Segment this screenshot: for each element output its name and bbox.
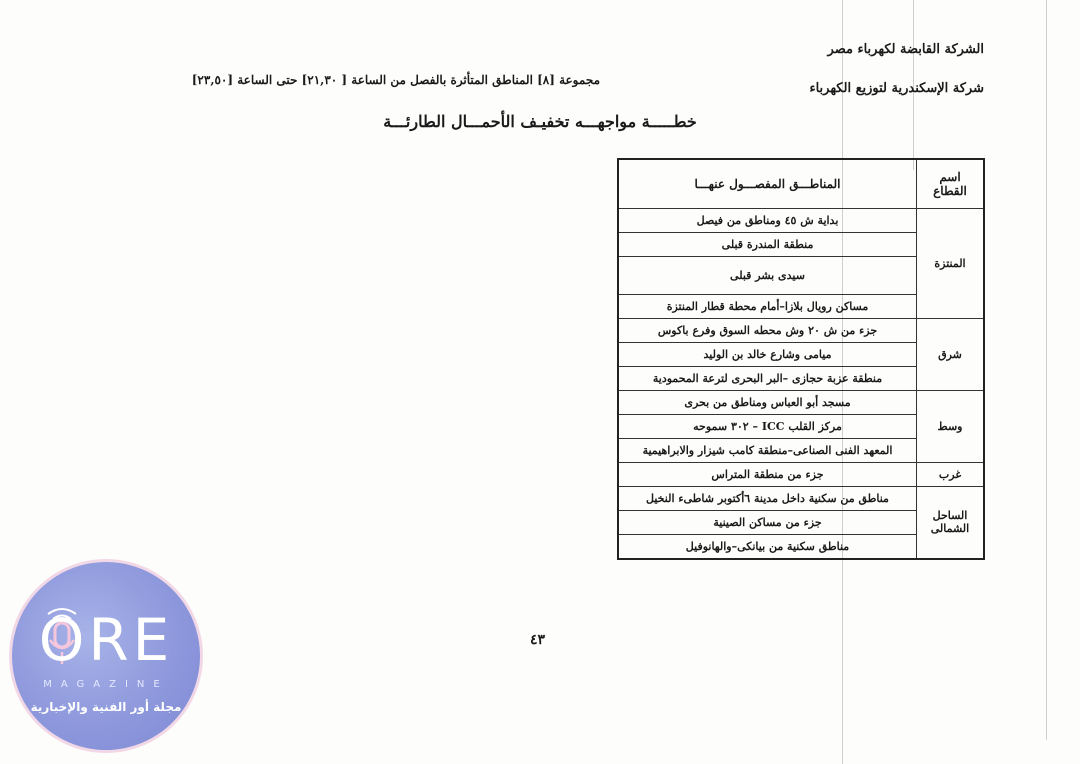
area-cell: جزء من مساكن الصينية [618, 511, 917, 535]
plan-title: خطـــــة مواجهـــه تخفيـف الأحمـــال الطارئـــة [383, 112, 697, 131]
area-cell: مساكن رويال بلازا–أمام محطة قطار المنتزة [618, 295, 917, 319]
table-row [618, 487, 984, 511]
column-header-areas: المناطـــق المفصـــول عنهـــا [618, 159, 917, 209]
table-row [618, 391, 984, 415]
area-cell: مسجد أبو العباس ومناطق من بحرى [618, 391, 917, 415]
page-number: ٤٣ [530, 632, 546, 648]
sector-cell: المنتزة [917, 209, 985, 319]
logo-arabic-name: مجلة أور الفنية والإخبارية [30, 700, 182, 714]
org-name-company: شركة الإسكندرية لتوزيع الكهرباء [809, 81, 984, 96]
area-cell: منطقة المندرة قبلى [618, 233, 917, 257]
org-name-holding: الشركة القابضة لكهرباء مصر [827, 42, 984, 57]
area-cell: بداية ش ٤٥ ومناطق من فيصل [618, 209, 917, 233]
table-header-row [618, 159, 984, 209]
area-cell: ميامى وشارع خالد بن الوليد [618, 343, 917, 367]
area-cell: منطقة عزبة حجازى –البر البحرى لترعة المحمودية [618, 367, 917, 391]
logo-subtitle: MAGAZINE [43, 679, 169, 690]
area-cell: جزء من منطقة المتراس [618, 463, 917, 487]
group-schedule-line: مجموعة [٨] المناطق المتأثرة بالفصل من الساعة [ ٢١,٣٠] حتى الساعة [٢٣,٥٠] [191, 73, 600, 87]
area-cell: مركز القلب ICC – ٣٠٢ سموحه [618, 415, 917, 439]
logo-wordmark: ORE [38, 606, 174, 674]
column-header-sector: اسم القطاع [917, 159, 985, 209]
table-row [618, 209, 984, 233]
sector-cell: الساحل الشمالى [917, 487, 985, 559]
area-cell: مناطق من سكنية داخل مدينة ٦أكتوبر شاطىء النخيل [618, 487, 917, 511]
table-row [618, 463, 984, 487]
area-cell: مناطق سكنية من بيانكى–والهانوفيل [618, 535, 917, 559]
table-body [618, 209, 984, 559]
sector-cell: وسط [917, 391, 985, 463]
area-cell: المعهد الفنى الصناعى–منطقة كامب شيزار والابراهيمية [618, 439, 917, 463]
load-shedding-table [617, 158, 985, 560]
area-cell: جزء من ش ٢٠ وش محطه السوق وفرع باكوس [618, 319, 917, 343]
area-cell: سيدى بشر قبلى [618, 257, 917, 295]
magazine-logo [12, 562, 200, 750]
sector-cell: شرق [917, 319, 985, 391]
scan-edge-line [1046, 0, 1047, 740]
table-row [618, 319, 984, 343]
sector-cell: غرب [917, 463, 985, 487]
